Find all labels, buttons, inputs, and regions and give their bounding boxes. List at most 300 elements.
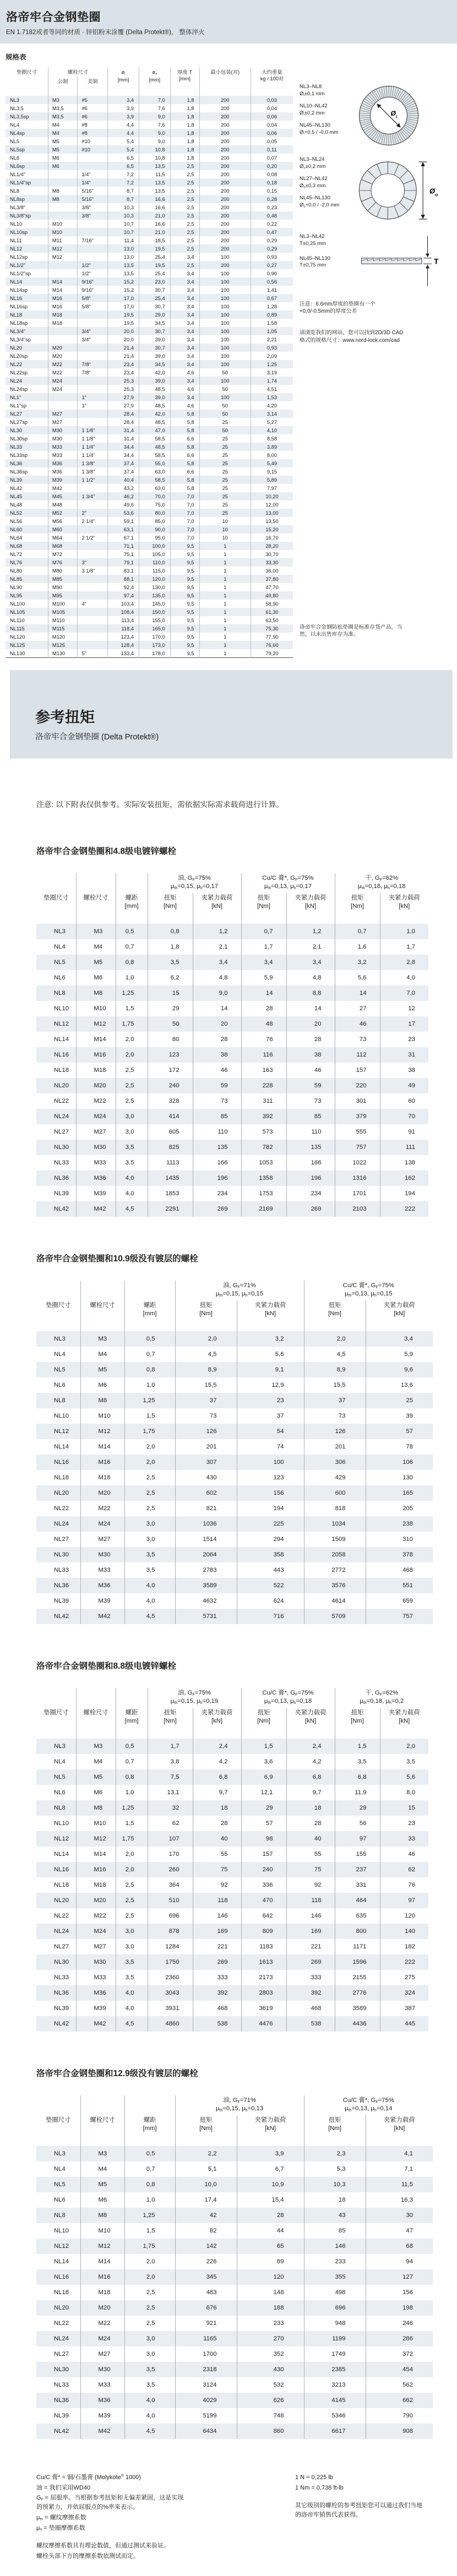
cell: 3/8" (78, 211, 108, 220)
cell: 5,1 (175, 2161, 237, 2177)
cell: 10,3 (108, 211, 139, 220)
cell: 31 (380, 1047, 428, 1063)
cell: 3,5 (116, 1954, 148, 1970)
cell: 49 (380, 1078, 428, 1093)
cell: 0,89 (251, 311, 293, 319)
cell: 696 (148, 1908, 193, 1924)
cell: 7/8" (78, 368, 108, 377)
cell: 43,2 (108, 484, 139, 492)
cell: 46 (380, 1847, 428, 1862)
cell: 2803 (241, 1985, 286, 2001)
cell: NL1/2" (10, 262, 26, 268)
cell: 200 (199, 211, 251, 220)
cell: M33 (48, 451, 78, 459)
cell: 1/4" (78, 170, 108, 178)
table-row (36, 1201, 428, 1217)
cell: 222 (380, 1201, 428, 1217)
tolerance-entry: NL3–NL24 $Ø_o\pm 0,2$ mm (300, 156, 326, 170)
cell: NL16 (54, 1052, 69, 1059)
cell: #8 (78, 129, 108, 137)
cell: 4,1 (366, 2146, 433, 2161)
cell: 12,00 (251, 500, 293, 509)
cell: 25,3 (108, 377, 139, 385)
cell: NL27 (54, 1536, 69, 1543)
cell: NL8 (54, 1805, 66, 1812)
torque-table-title: 洛帝牢合金钢垫圈和4.8级电镀锌螺栓 (36, 847, 177, 857)
cell: M95 (48, 591, 78, 600)
outer-diameter-tolerances (300, 156, 455, 225)
cell: 120 (237, 2269, 304, 2285)
cell: 392 (241, 1109, 286, 1124)
cell: M22 (80, 1501, 124, 1516)
cell: 430 (237, 2362, 304, 2377)
cell: 6,7 (237, 2161, 304, 2177)
cell: 100 (237, 1455, 304, 1470)
cell: 0,5 (116, 924, 148, 939)
cell: M39 (80, 2408, 124, 2423)
cell: 3,0 (116, 1124, 148, 1140)
col-bolt-size: 螺栓尺寸 (80, 2115, 124, 2147)
table-row (6, 220, 293, 228)
cell: 2,5 (116, 1893, 148, 1908)
cell: 47,0 (139, 426, 170, 434)
cell: 75,30 (251, 624, 293, 633)
cell: 392 (286, 1985, 335, 2001)
cell: 1,8 (170, 137, 199, 145)
torque-table-title: 洛帝牢合金钢垫圈和8.8级电镀锌螺栓 (36, 1662, 177, 1671)
table-row (6, 385, 293, 393)
cell: NL20 (54, 2305, 69, 2312)
cell: 2,0 (116, 1032, 148, 1047)
group-dry: 干, $G_F=62\%$ $\mu_{th}=0,18$, $\mu_h=0,18$ (335, 873, 428, 893)
cell: 3,4 (366, 1331, 433, 1347)
cell: 4,0 (116, 2001, 148, 2016)
cell: M125 (48, 641, 78, 649)
cell: 468 (286, 2001, 335, 2016)
col-clamp-load: 夹紧力载荷 [kN] (286, 1708, 335, 1739)
table-row (36, 1470, 433, 1485)
table-row (6, 244, 293, 253)
cell: NL4 (54, 1758, 66, 1766)
cell: 3,8 (148, 1754, 193, 1769)
cell: 200 (199, 187, 251, 195)
cell: M90 (48, 583, 78, 591)
tolerance-entry: NL10–NL42 $Ø_i\pm 0,2$ mm (300, 103, 328, 117)
cell: 18 (304, 2192, 366, 2208)
cell: 921 (175, 2316, 237, 2331)
cell: 2,09 (251, 352, 293, 360)
cad-url-link[interactable]: www.nord-lock.com/cad (342, 337, 400, 344)
cell: 3/4" (78, 335, 108, 344)
cell: NL10 (54, 1820, 69, 1827)
cell: 53,6 (108, 509, 139, 517)
cell: 468 (193, 2001, 241, 2016)
cell: 50 (148, 1016, 193, 1032)
cell: 0,22 (251, 220, 293, 228)
cell: 4,0 (124, 1593, 175, 1609)
cell: 5199 (175, 2408, 237, 2423)
cell: M18 (48, 319, 78, 327)
cell: M105 (48, 608, 78, 616)
cell: 4,0 (124, 2408, 175, 2423)
cell: 14 (193, 1001, 241, 1016)
cell: 1 1/8" (78, 426, 108, 434)
tolerance-panel (300, 67, 455, 638)
cell: 1183 (241, 1939, 286, 1954)
cell: 0,8 (148, 924, 193, 939)
cell: 9,5 (170, 608, 199, 616)
cell: 3,4 (170, 269, 199, 277)
cell: 1284 (148, 1939, 193, 1954)
cell: 13,5 (108, 261, 139, 269)
table-row (36, 970, 428, 985)
cell: NL36 (54, 1582, 69, 1589)
cell: 5,89 (251, 476, 293, 484)
cell: 3213 (304, 2377, 366, 2393)
cell: 16,3 (366, 2192, 433, 2208)
table-row (36, 2423, 433, 2439)
group-cuc-paste: Cu/C 膏*, $G_F=75\%$ $\mu_{th}=0,13$, $\mu_h=0,15$ (304, 1281, 433, 1300)
cell: 3,9 (237, 2146, 304, 2161)
group-oil: 油, $G_F=71\%$ $\mu_{th}=0,15$, $\mu_h=0,13$ (175, 2095, 304, 2115)
cell: 4,5 (124, 2423, 175, 2439)
cell: M120 (48, 633, 78, 641)
cell: 89 (237, 2254, 304, 2269)
table-row (6, 112, 293, 121)
table-row (6, 550, 293, 558)
cell: M6 (76, 970, 116, 985)
cell: 100 (199, 286, 251, 294)
cell (78, 311, 108, 319)
cell: M20 (76, 1893, 116, 1908)
cell: 3,4 (170, 393, 199, 401)
col-torque: 扭矩 [Nm] (148, 893, 193, 924)
cell: NL10 (54, 1005, 69, 1012)
cell: 355 (304, 2269, 366, 2285)
cell: 9,5 (170, 591, 199, 600)
cell: 120,0 (139, 575, 170, 583)
cell: NL12 (54, 1428, 69, 1435)
cell: 165 (366, 1485, 433, 1501)
cell: M42 (80, 2423, 124, 2439)
cell: 333 (286, 1970, 335, 1985)
cell: 0,5 (116, 1739, 148, 1754)
cell: M24 (80, 2331, 124, 2346)
cell: 3,0 (124, 1516, 175, 1532)
table-row (36, 1393, 433, 1408)
cell: 10,3 (304, 2177, 366, 2192)
cell: 25,4 (139, 294, 170, 302)
torque-table-109 (36, 1281, 433, 1624)
cell: 1,05 (251, 327, 293, 335)
cell: 676 (175, 2300, 237, 2316)
cell: 100 (199, 269, 251, 277)
cell: 1 (199, 633, 251, 641)
table-row (6, 393, 293, 401)
cell: 0,67 (251, 294, 293, 302)
cell: 3,0 (116, 1939, 148, 1954)
cell: 1 (199, 550, 251, 558)
cell: 233 (304, 2254, 366, 2269)
cell: M36 (48, 467, 78, 476)
table-row (36, 2269, 433, 2285)
cell: M45 (48, 492, 78, 500)
cell: 429 (304, 1470, 366, 1485)
cell: 8,9 (175, 1362, 237, 1377)
cell: 40 (193, 1831, 241, 1847)
cell: 2,0 (116, 1847, 148, 1862)
cell: 2,0 (380, 1739, 428, 1754)
cell: 100 (199, 335, 251, 344)
cell: 100 (199, 352, 251, 360)
col-pitch: 螺距 [mm] (116, 1708, 148, 1739)
col-clamp-load: 夹紧力载荷 [kN] (366, 2115, 433, 2147)
cad-note: 请浏览我们的网站，您可以找到2D/3D CAD 格式的规格尺寸：www.nord-lock.com/cad (300, 330, 404, 344)
cell: 0,7 (335, 924, 380, 939)
cell: M18 (80, 1470, 124, 1485)
table-row (36, 2177, 433, 2192)
cell: M30 (48, 434, 78, 443)
cell: 328 (148, 1093, 193, 1109)
cell: 13,5 (139, 162, 170, 170)
cell: 9,15 (251, 467, 293, 476)
cell: 7,0 (170, 517, 199, 525)
cell: 3,4 (241, 955, 286, 970)
cell: 3576 (304, 1578, 366, 1593)
cell: 551 (366, 1578, 433, 1593)
cell: 39 (366, 1408, 433, 1424)
cell: 2173 (241, 1970, 286, 1985)
col-pitch: 螺距 [mm] (124, 2115, 175, 2147)
cell: 9,0 (139, 112, 170, 121)
cell: 3,9 (108, 104, 139, 112)
cell: M36 (80, 2393, 124, 2408)
cell: 6,9 (241, 1769, 286, 1785)
cell: 9,5 (170, 558, 199, 567)
cell: 17,0 (108, 302, 139, 311)
footnote: $G_F$ = 屈服率。当根据参考扭矩和无偏差紧固，这是实现 的预紧力，并依屈服点的%率来表示。 (36, 2495, 184, 2511)
cell: 73 (193, 1093, 241, 1109)
cell: 27,9 (108, 401, 139, 410)
cell: 15,4 (237, 2192, 304, 2208)
cell (48, 211, 78, 220)
cell: M4 (48, 129, 78, 137)
table-row (6, 434, 293, 443)
cell: 6,6 (170, 434, 199, 443)
cell: NL48 (10, 502, 23, 508)
cell: 37 (175, 1393, 237, 1408)
cell (78, 633, 108, 641)
cell: NL36 (54, 1990, 69, 1997)
cell: M4 (48, 121, 78, 129)
cell: 15,2 (108, 286, 139, 294)
cell: 85 (304, 2223, 366, 2239)
cell: NL18 (54, 1067, 69, 1074)
cell: M115 (48, 624, 78, 633)
torque-table-block-129 (36, 2067, 457, 2439)
cell: 1 3/8" (78, 459, 108, 467)
cell: 46,2 (108, 492, 139, 500)
cell: 4,6 (170, 368, 199, 377)
cell: 19,5 (139, 261, 170, 269)
cell: 4,5 (116, 2016, 148, 2032)
cell: NL5sp (10, 146, 25, 153)
cell: M4 (80, 2161, 124, 2177)
cell: 29,0 (139, 311, 170, 319)
table-row (36, 1831, 428, 1847)
cell: 73 (286, 1093, 335, 1109)
cell: 307 (175, 1455, 237, 1470)
cell: 3,4 (170, 294, 199, 302)
cell: 757 (335, 1140, 380, 1155)
cell: 5/16" (78, 195, 108, 203)
table-row (6, 509, 293, 517)
cell: 105,0 (139, 550, 170, 558)
cell: 7,2 (108, 170, 139, 178)
cell: 2,5 (170, 162, 199, 170)
cell: 50 (199, 385, 251, 393)
torque-table-body (36, 1331, 433, 1624)
cell: 5,4 (108, 137, 139, 145)
cell: 172 (148, 1063, 193, 1078)
cell: 3,5 (124, 2377, 175, 2393)
cell: M4 (80, 1347, 124, 1362)
washer-serration-top-view-diagram (357, 84, 421, 148)
footnote: 油 = 我们采用WD40 (36, 2484, 91, 2491)
cell: 33,30 (251, 558, 293, 567)
cell: 2,0 (124, 1455, 175, 1470)
cell: 2,5 (170, 244, 199, 253)
cell: 5,6 (380, 1769, 428, 1785)
cell: M8 (48, 187, 78, 195)
cell: M22 (48, 360, 78, 368)
cell: NL10 (10, 221, 23, 227)
cell: NL18 (54, 1882, 69, 1889)
cell: 821 (175, 1501, 237, 1516)
cell: 818 (304, 1501, 366, 1516)
cell: 47,70 (251, 583, 293, 591)
cell: 97 (335, 1831, 380, 1847)
cell: 49,6 (108, 500, 139, 509)
cell: 59 (193, 1078, 241, 1093)
cell: 0,29 (251, 236, 293, 244)
cell: 1,75 (124, 2239, 175, 2254)
table-row (36, 2223, 433, 2239)
cell: 21,0 (139, 211, 170, 220)
cell: 23,4 (108, 360, 139, 368)
cell: 25 (199, 459, 251, 467)
cell: 196 (286, 1170, 335, 1186)
cell: 2 1/4" (78, 517, 108, 525)
cell: M14 (76, 1032, 116, 1047)
cell: 11,5 (366, 2177, 433, 2192)
table-row (36, 2316, 433, 2331)
cell: 75,1 (108, 550, 139, 558)
cell: 3,0 (124, 1532, 175, 1547)
torque-table-48 (36, 873, 428, 1217)
cell: NL8 (54, 2212, 66, 2219)
cell: M27 (48, 410, 78, 418)
cell: NL16 (10, 295, 23, 301)
cell: M85 (48, 575, 78, 583)
table-row (36, 985, 428, 1001)
footnote: $\mu_{th}$ = 螺纹摩擦系数 (36, 2514, 86, 2521)
cell: 1,5 (116, 1816, 148, 1831)
cell: 46 (286, 1063, 335, 1078)
cell: 4,6 (170, 385, 199, 393)
cell: M3,5 (48, 112, 78, 121)
cell: 100 (199, 360, 251, 368)
cell: 130,0 (139, 583, 170, 591)
cell: 3,4 (108, 96, 139, 104)
cell: 38 (286, 1047, 335, 1063)
cell: 2,0 (124, 2269, 175, 2285)
table-row (36, 2346, 433, 2362)
table-row (6, 426, 293, 434)
cell: 62 (148, 1816, 193, 1831)
cell: NL6 (10, 155, 20, 161)
cell: 1034 (304, 1516, 366, 1532)
cell: 100 (199, 311, 251, 319)
cell: 662 (366, 2393, 433, 2408)
cell: 116 (241, 1047, 286, 1063)
cell: M10 (80, 1408, 124, 1424)
cell: 635 (335, 1908, 380, 1924)
cell: 37,4 (108, 459, 139, 467)
cell: 201 (175, 1439, 237, 1455)
cell: #10 (78, 145, 108, 154)
cell: 13,00 (251, 509, 293, 517)
footnote: 螺栓头部下方的摩擦系数依测试而定。 (36, 2552, 139, 2559)
cell: M39 (48, 476, 78, 484)
cell: 324 (380, 1985, 428, 2001)
cell: 1,75 (116, 1831, 148, 1847)
cell: 1,5 (241, 1739, 286, 1754)
cell: 4,51 (251, 385, 293, 393)
cell: 3,14 (251, 410, 293, 418)
cell: 100 (199, 319, 251, 327)
table-row (6, 575, 293, 583)
cell: 11,9 (335, 1785, 380, 1800)
cell: 2,5 (170, 178, 199, 187)
cell: 510 (148, 1893, 193, 1908)
cell: 28 (193, 1032, 241, 1047)
table-row (6, 649, 293, 658)
cell: 9/16" (78, 286, 108, 294)
cell (78, 410, 108, 418)
table-row (36, 2001, 428, 2016)
cell: NL6 (54, 974, 66, 982)
cell: NL125 (10, 642, 25, 648)
group-dry: 干, $G_F=62\%$ $\mu_{th}=0,18$, $\mu_h=0,2$ (335, 1688, 428, 1708)
cell: 76 (241, 1032, 286, 1047)
cell: 0,23 (251, 203, 293, 211)
cell: #5 (78, 96, 108, 104)
cell: NL36sp (10, 469, 28, 475)
cell: 2,5 (170, 211, 199, 220)
cell: 76,60 (251, 641, 293, 649)
torque-section-header (10, 670, 453, 759)
tolerance-entry: NL27–NL42 $Ø_o\pm 0,3$ mm (300, 176, 328, 189)
cell: NL3/8" (10, 204, 26, 210)
cell: M52 (48, 509, 78, 517)
cell: 163 (241, 1063, 286, 1078)
cell: 2,5 (124, 1501, 175, 1516)
cell: 12,9 (237, 1377, 304, 1393)
table-row (6, 236, 293, 244)
cell (78, 352, 108, 360)
cell: 7,1 (366, 2161, 433, 2177)
